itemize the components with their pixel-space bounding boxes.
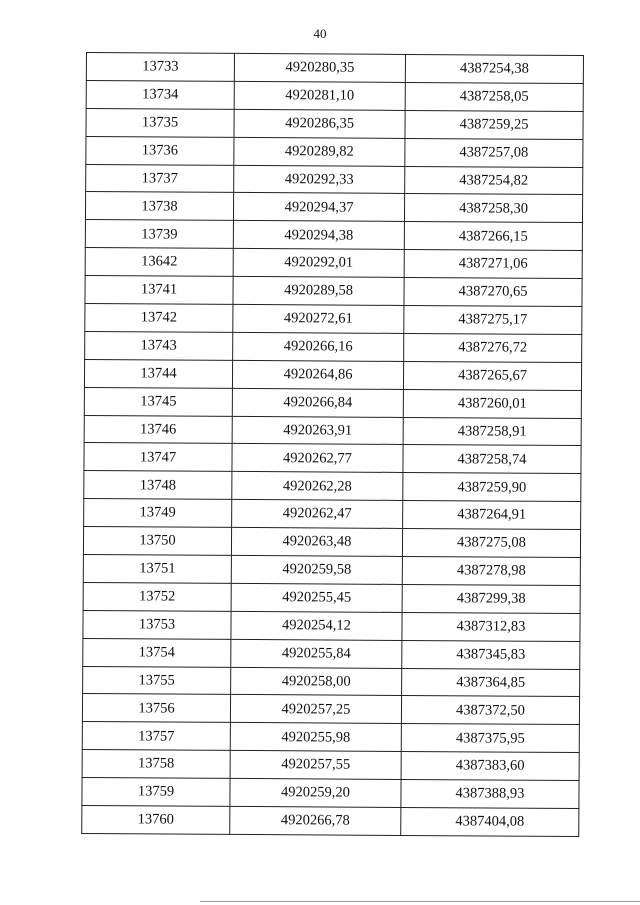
y-coordinate-cell: 4387383,60 [401, 752, 579, 781]
x-coordinate-cell: 4920292,01 [233, 249, 404, 278]
point-number-cell: 13739 [85, 220, 233, 249]
point-number-cell: 13747 [84, 443, 232, 472]
table-row [84, 443, 581, 474]
y-coordinate-cell: 4387275,08 [402, 529, 580, 558]
table-row [86, 53, 583, 84]
y-coordinate-cell: 4387259,90 [403, 473, 581, 502]
x-coordinate-cell: 4920272,61 [233, 304, 404, 333]
table-row [83, 666, 580, 697]
y-coordinate-cell: 4387375,95 [401, 724, 579, 753]
coordinates-table [81, 52, 584, 837]
point-number-cell: 13738 [85, 192, 233, 221]
y-coordinate-cell: 4387258,05 [405, 82, 583, 111]
point-number-cell: 13733 [86, 53, 234, 82]
point-number-cell: 13744 [84, 359, 232, 388]
table-row [86, 164, 583, 195]
table-row [84, 415, 581, 446]
y-coordinate-cell: 4387278,98 [402, 556, 580, 585]
point-number-cell: 13757 [82, 722, 230, 751]
x-coordinate-cell: 4920266,16 [233, 332, 404, 361]
point-number-cell: 13642 [85, 248, 233, 277]
y-coordinate-cell: 4387265,67 [403, 361, 581, 390]
bottom-rule [200, 901, 640, 902]
x-coordinate-cell: 4920266,84 [232, 388, 403, 417]
x-coordinate-cell: 4920294,37 [233, 193, 404, 222]
y-coordinate-cell: 4387264,91 [403, 501, 581, 530]
table-row [83, 638, 580, 669]
point-number-cell: 13754 [83, 638, 231, 667]
y-coordinate-cell: 4387257,08 [405, 138, 583, 167]
point-number-cell: 13749 [84, 499, 232, 528]
table-row [83, 527, 580, 558]
table-row [82, 778, 579, 809]
y-coordinate-cell: 4387258,74 [403, 445, 581, 474]
table-row [85, 276, 582, 307]
point-number-cell: 13742 [85, 304, 233, 333]
y-coordinate-cell: 4387266,15 [404, 222, 582, 251]
y-coordinate-cell: 4387271,06 [404, 250, 582, 279]
y-coordinate-cell: 4387258,30 [404, 194, 582, 223]
x-coordinate-cell: 4920289,82 [234, 137, 405, 166]
point-number-cell: 13758 [82, 750, 230, 779]
point-number-cell: 13759 [82, 778, 230, 807]
table-row [85, 331, 582, 362]
point-number-cell: 13750 [83, 527, 231, 556]
table-row [84, 359, 581, 390]
point-number-cell: 13755 [83, 666, 231, 695]
y-coordinate-cell: 4387372,50 [401, 696, 579, 725]
x-coordinate-cell: 4920259,58 [231, 555, 402, 584]
x-coordinate-cell: 4920257,55 [230, 751, 401, 780]
table-row [84, 499, 581, 530]
y-coordinate-cell: 4387312,83 [402, 612, 580, 641]
y-coordinate-cell: 4387388,93 [401, 780, 579, 809]
table-row [83, 610, 580, 641]
x-coordinate-cell: 4920258,00 [231, 667, 402, 696]
table-row [83, 582, 580, 613]
x-coordinate-cell: 4920266,78 [230, 806, 401, 835]
coordinates-table-body [82, 53, 584, 837]
page-number: 40 [313, 26, 327, 41]
table-row [83, 555, 580, 586]
y-coordinate-cell: 4387270,65 [404, 278, 582, 307]
table-row [85, 220, 582, 251]
y-coordinate-cell: 4387276,72 [404, 333, 582, 362]
x-coordinate-cell: 4920262,28 [232, 472, 403, 501]
table-row [84, 387, 581, 418]
table-row [86, 80, 583, 111]
x-coordinate-cell: 4920262,77 [232, 444, 403, 473]
point-number-cell: 13748 [84, 471, 232, 500]
table-row [85, 304, 582, 335]
y-coordinate-cell: 4387260,01 [403, 389, 581, 418]
x-coordinate-cell: 4920255,45 [231, 583, 402, 612]
x-coordinate-cell: 4920257,25 [230, 695, 401, 724]
y-coordinate-cell: 4387364,85 [402, 668, 580, 697]
point-number-cell: 13741 [85, 276, 233, 305]
point-number-cell: 13751 [83, 555, 231, 584]
y-coordinate-cell: 4387404,08 [401, 807, 579, 836]
y-coordinate-cell: 4387254,82 [405, 166, 583, 195]
table-row [85, 248, 582, 279]
x-coordinate-cell: 4920281,10 [234, 81, 405, 110]
x-coordinate-cell: 4920263,91 [232, 416, 403, 445]
point-number-cell: 13752 [83, 582, 231, 611]
x-coordinate-cell: 4920280,35 [234, 53, 405, 82]
y-coordinate-cell: 4387299,38 [402, 584, 580, 613]
table-row [84, 471, 581, 502]
point-number-cell: 13737 [86, 164, 234, 193]
x-coordinate-cell: 4920254,12 [231, 611, 402, 640]
x-coordinate-cell: 4920289,58 [233, 277, 404, 306]
table-row [82, 694, 579, 725]
table-row [85, 192, 582, 223]
table-row [82, 750, 579, 781]
y-coordinate-cell: 4387345,83 [402, 640, 580, 669]
x-coordinate-cell: 4920259,20 [230, 779, 401, 808]
y-coordinate-cell: 4387258,91 [403, 417, 581, 446]
point-number-cell: 13746 [84, 415, 232, 444]
table-row [82, 722, 579, 753]
x-coordinate-cell: 4920262,47 [232, 500, 403, 529]
x-coordinate-cell: 4920255,84 [231, 639, 402, 668]
x-coordinate-cell: 4920255,98 [230, 723, 401, 752]
point-number-cell: 13753 [83, 610, 231, 639]
y-coordinate-cell: 4387254,38 [405, 54, 583, 83]
y-coordinate-cell: 4387275,17 [404, 305, 582, 334]
y-coordinate-cell: 4387259,25 [405, 110, 583, 139]
point-number-cell: 13760 [82, 806, 230, 835]
table-row [86, 108, 583, 139]
table-row [82, 806, 579, 837]
table-row [86, 136, 583, 167]
x-coordinate-cell: 4920294,38 [233, 221, 404, 250]
point-number-cell: 13736 [86, 136, 234, 165]
x-coordinate-cell: 4920264,86 [232, 360, 403, 389]
x-coordinate-cell: 4920292,33 [234, 165, 405, 194]
x-coordinate-cell: 4920286,35 [234, 109, 405, 138]
x-coordinate-cell: 4920263,48 [231, 528, 402, 557]
point-number-cell: 13734 [86, 80, 234, 109]
point-number-cell: 13743 [85, 331, 233, 360]
point-number-cell: 13745 [84, 387, 232, 416]
point-number-cell: 13735 [86, 108, 234, 137]
point-number-cell: 13756 [82, 694, 230, 723]
